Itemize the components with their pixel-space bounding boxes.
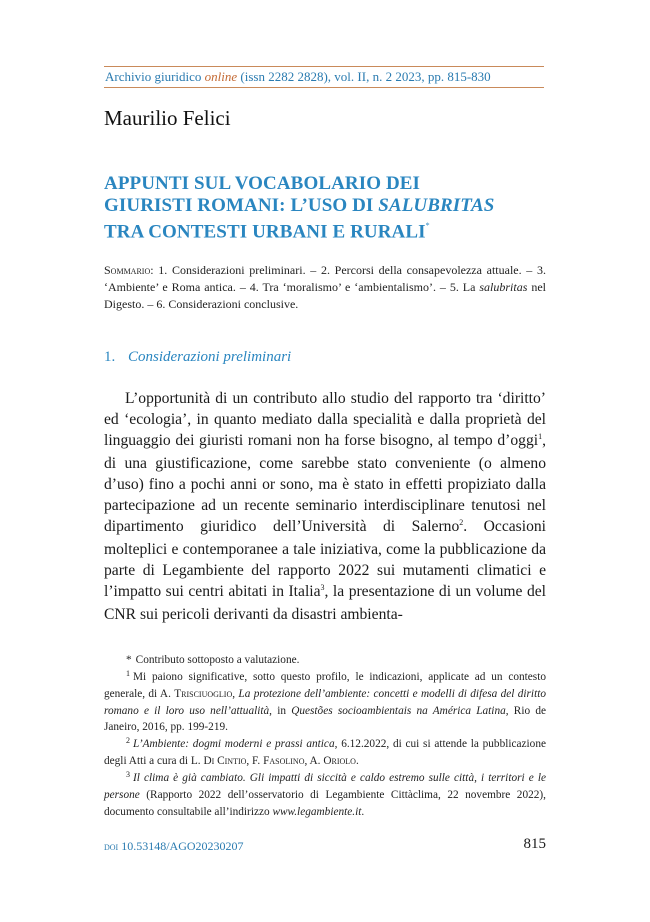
header-rule-top: [104, 66, 544, 67]
footnote-1-number: 1: [126, 668, 130, 678]
title-line-3-text: TRA CONTESTI URBANI E RURALI: [104, 221, 426, 243]
footnote-2-text-c: , A.: [304, 755, 324, 767]
journal-issue-info: (issn 2282 2828), vol. II, n. 2 2023, pp. 815-830: [240, 69, 491, 84]
summary-text-a: : 1. Considerazioni preliminari. – 2. Percorsi della consapevolezza attuale. – 3. ‘Ambiente’ e Roma antica. – 4. Tra ‘moralismo’ e ‘ambientalismo’. – 5. La: [104, 263, 546, 294]
section-heading: [104, 349, 291, 366]
article-title: [104, 173, 544, 243]
header-rule-bottom: [104, 87, 544, 88]
footnote-ref-1[interactable]: 1: [538, 432, 543, 441]
footnote-3-link[interactable]: www.legambiente.it: [272, 805, 362, 818]
footnote-ref-2[interactable]: 2: [459, 518, 464, 527]
body-segment-3: . Occasioni molteplici e contemporanee a tale iniziativa, come la pubblicazione da parte di Legambiente del rapporto 2022 sui mutamenti climatici e l’impatto sui centri abitati in Italia: [104, 518, 546, 600]
body-segment-4: , la presentazione di un volume del CNR sui pericoli derivanti da disastri ambienta-: [104, 583, 546, 623]
author-name: Maurilio Felici: [104, 106, 231, 130]
footnote-3: [104, 770, 546, 821]
title-footnote-marker: *: [425, 221, 430, 230]
footnote-1-source: Questões socioambientais na América Latina: [291, 704, 506, 717]
title-line-2-italic: SALUBRITAS: [378, 195, 495, 216]
title-line-1: APPUNTI SUL VOCABOLARIO DEI: [104, 173, 421, 194]
footnote-1: [104, 669, 546, 736]
title-line-2: [104, 195, 544, 217]
body-segment-1: L’opportunità di un contributo allo studio del rapporto tra ‘diritto’ ed ‘ecologia’, in quanto mediato dalla specialità e dalla proprietà del linguaggio dei giuristi romani non ha forse bisogno, al tempo d’oggi: [104, 390, 546, 449]
footnote-star: [104, 652, 546, 669]
journal-header: [105, 69, 545, 85]
footnote-2-number: 2: [126, 735, 130, 745]
section-title: Considerazioni preliminari: [128, 349, 292, 365]
summary-text-italic: salubritas: [479, 280, 528, 294]
footnote-1-text-a: Mi paiono significative, sotto questo profilo, le indicazioni, applicate ad un contesto generale, di A.: [104, 670, 546, 700]
section-number: 1.: [104, 349, 116, 365]
page-number: 815: [523, 836, 546, 852]
footnote-3-text-a: (Rapporto 2022 dell’osservatorio di Legambiente Cittàclima, 22 novembre 2022), documento consultabile all’indirizzo: [104, 789, 546, 818]
footnote-ref-3[interactable]: 3: [320, 583, 325, 592]
footnote-1-text-c: , in: [269, 704, 292, 717]
footnote-1-text-d: , Rio de Janeiro, 2016, pp. 199-219.: [104, 704, 546, 733]
body-paragraph: [104, 388, 546, 625]
footnote-star-text: Contributo sottoposto a valutazione.: [135, 654, 300, 666]
footnote-2-text-b: , F.: [246, 755, 264, 767]
title-line-2-text: GIURISTI ROMANI: L’USO DI: [104, 195, 379, 216]
footnote-1-author: Trisciuoglio: [174, 688, 233, 700]
footnote-3-title: Il clima è già cambiato. Gli impatti di siccità e caldo estremo sulle città, i territori e le persone: [104, 771, 546, 801]
footnote-2-author-2: Fasolino: [263, 755, 305, 767]
title-line-3: [104, 217, 544, 243]
footnote-2-text-a: , 6.12.2022, di cui si attende la pubblicazione degli Atti a cura di L.: [104, 737, 546, 767]
journal-name: Archivio giuridico: [105, 69, 202, 84]
footnote-2-text-d: .: [355, 755, 359, 767]
footnote-2-author-3: Oriolo: [323, 755, 356, 767]
journal-online-label: online: [204, 69, 238, 84]
footnote-2-author-1: Di Cintio: [203, 755, 247, 767]
footnote-2: [104, 736, 546, 770]
doi-label: doi: [104, 841, 119, 853]
footnote-3-number: 3: [126, 769, 130, 779]
summary: [104, 262, 546, 313]
summary-text-b: nel Digesto. – 6. Considerazioni conclusive.: [104, 280, 546, 311]
footnote-star-marker: *: [126, 654, 132, 666]
footnote-3-text-b: .: [361, 805, 365, 818]
footer-doi: [104, 839, 244, 854]
doi-value[interactable]: 10.53148/AGO20230207: [121, 839, 244, 853]
footnote-1-title: La protezione dell’ambiente: concetti e modelli di difesa del diritto romano e il loro uso nell’attualità: [104, 688, 546, 717]
footnote-1-text-b: ,: [232, 688, 239, 700]
summary-label: Sommario: [104, 263, 151, 277]
footnote-2-title: L’Ambiente: dogmi moderni e prassi antica: [133, 737, 335, 750]
footnotes: [104, 652, 546, 820]
body-segment-2: , di una giustificazione, come sarebbe stato conveniente (o almeno d’uso) fino a pochi anni or sono, ma è stato in effetti propiziato dalla partecipazione ad un recente seminario interdisciplinare tenutosi nel dipartimento giuridico dell’Università di Salerno: [104, 432, 546, 535]
